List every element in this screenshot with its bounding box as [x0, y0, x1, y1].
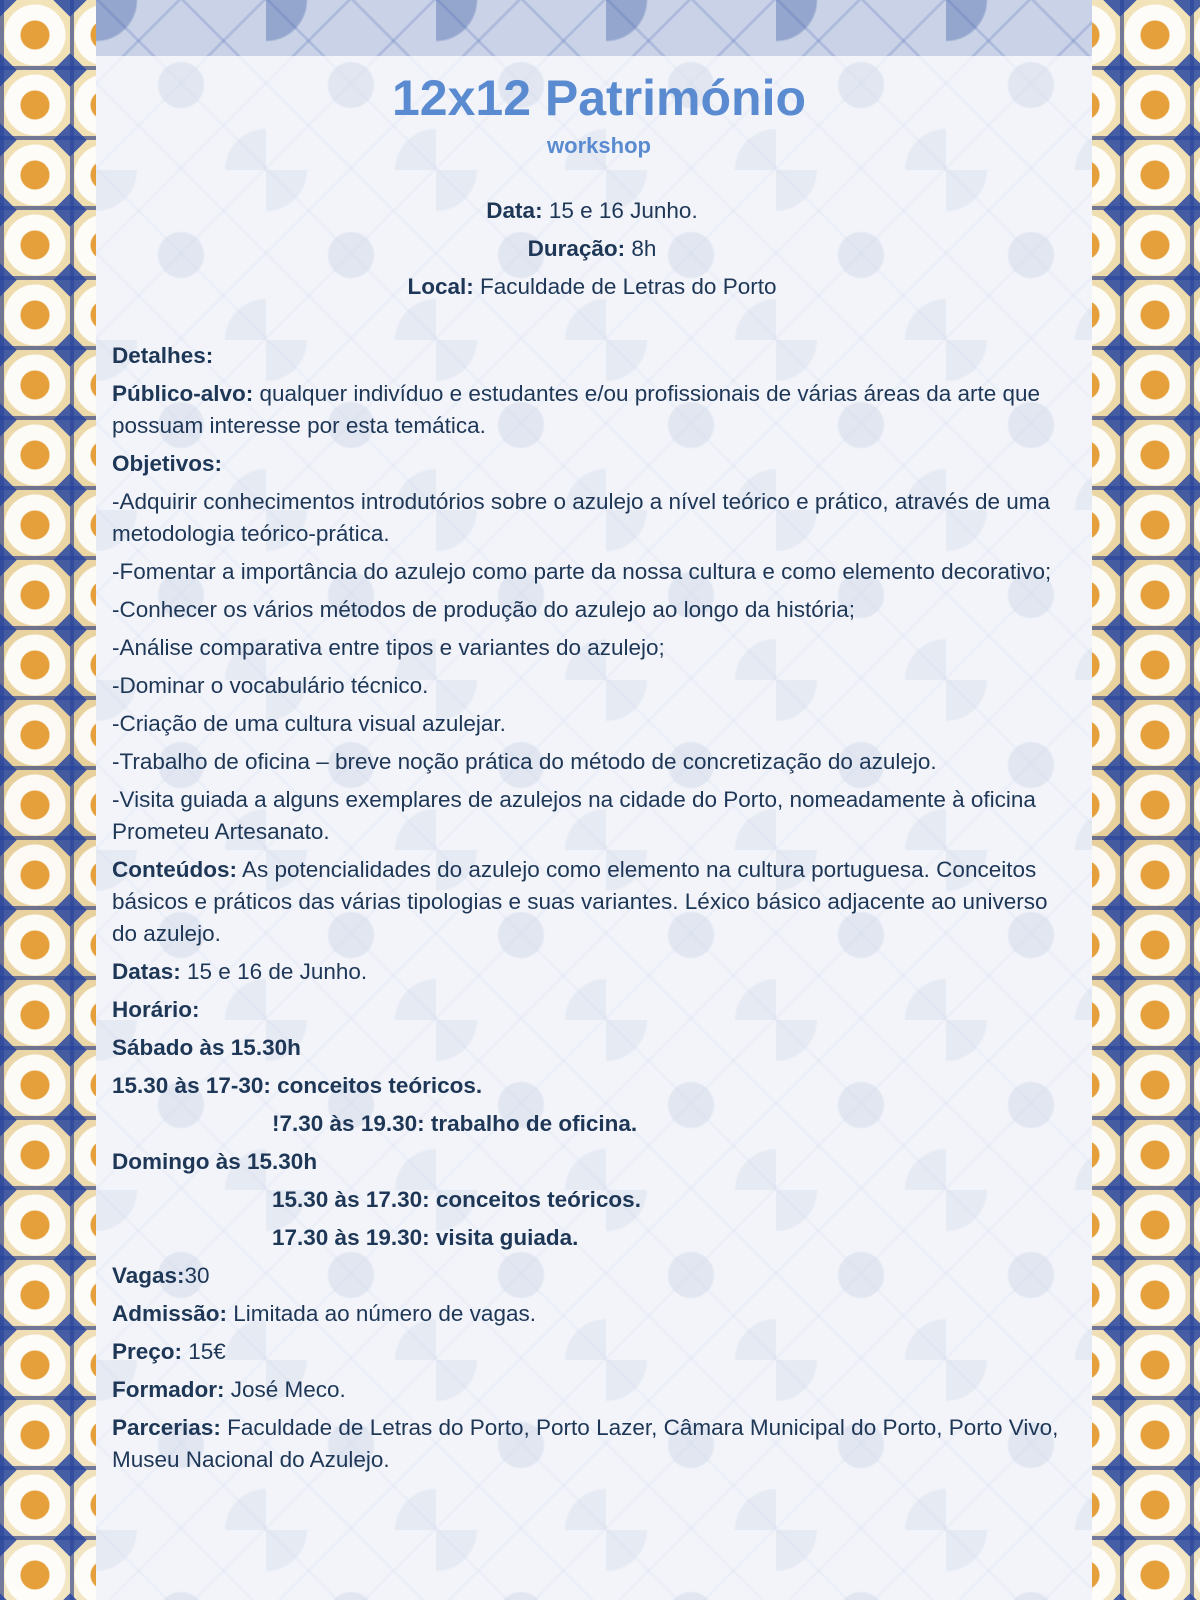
target-audience-text: qualquer indivíduo e estudantes e/ou profissionais de várias áreas da arte que possuam interesse por esta temática. — [112, 381, 1041, 438]
summary-date-label: Data: — [486, 198, 543, 223]
page-subtitle: workshop — [547, 133, 651, 158]
trainer-label: Formador: — [112, 1377, 225, 1402]
vacancies-label: Vagas: — [112, 1263, 185, 1288]
schedule-saturday-slot-2: !7.30 às 19.30: trabalho de oficina. — [272, 1111, 638, 1136]
schedule-sunday-slot-2: 17.30 às 19.30: visita guiada. — [272, 1225, 579, 1250]
schedule-saturday: Sábado às 15.30h — [112, 1035, 301, 1060]
objective-item: -Fomentar a importância do azulejo como parte da nossa cultura e como elemento decorativo; — [112, 559, 1052, 584]
partnerships — [112, 1412, 1072, 1476]
summary-location-label: Local: — [407, 274, 474, 299]
dates-label: Datas: — [112, 959, 181, 984]
objective-item: -Criação de uma cultura visual azulejar. — [112, 711, 506, 736]
dates-text: 15 e 16 de Junho. — [180, 959, 368, 984]
price — [112, 1336, 1072, 1368]
price-text: 15€ — [182, 1339, 226, 1364]
admission — [112, 1298, 1072, 1330]
details-heading: Detalhes: — [112, 343, 214, 368]
summary-location-value: Faculdade de Letras do Porto — [473, 274, 777, 299]
trainer — [112, 1374, 1072, 1406]
schedule-saturday-slot-1: 15.30 às 17-30: conceitos teóricos. — [112, 1073, 483, 1098]
summary-duration — [112, 230, 1072, 268]
vacancies-text: 30 — [184, 1263, 210, 1288]
schedule-heading: Horário: — [112, 997, 200, 1022]
contents-label: Conteúdos: — [112, 857, 237, 882]
target-audience — [112, 378, 1072, 442]
objective-item: -Trabalho de oficina – breve noção prática do método de concretização do azulejo. — [112, 749, 937, 774]
objective-item: -Conhecer os vários métodos de produção do azulejo ao longo da história; — [112, 597, 855, 622]
target-audience-label: Público-alvo: — [112, 381, 254, 406]
summary-duration-value: 8h — [625, 236, 657, 261]
objective-item: -Adquirir conhecimentos introdutórios sobre o azulejo a nível teórico e prático, através de uma metodologia teórico-prática. — [112, 489, 1050, 546]
trainer-text: José Meco. — [224, 1377, 346, 1402]
contents-text: As potencialidades do azulejo como elemento na cultura portuguesa. Conceitos básicos e práticos das várias tipologias e suas variantes. Léxico básico adjacente ao universo do azulejo. — [112, 857, 1048, 946]
objectives-heading: Objetivos: — [112, 451, 223, 476]
summary-date — [112, 192, 1072, 230]
page-title: 12x12 Património — [391, 70, 807, 126]
summary-date-value: 15 e 16 Junho. — [542, 198, 698, 223]
summary-location — [112, 268, 1072, 306]
schedule-sunday: Domingo às 15.30h — [112, 1149, 318, 1174]
objective-item: -Visita guiada a alguns exemplares de azulejos na cidade do Porto, nomeadamente à oficina Prometeu Artesanato. — [112, 787, 1036, 844]
admission-label: Admissão: — [112, 1301, 228, 1326]
contents — [112, 854, 1072, 950]
schedule-sunday-slot-1: 15.30 às 17.30: conceitos teóricos. — [272, 1187, 641, 1212]
partnerships-text: Faculdade de Letras do Porto, Porto Lazer, Câmara Municipal do Porto, Porto Vivo, Museu Nacional do Azulejo. — [112, 1415, 1059, 1472]
workshop-flyer — [112, 68, 1072, 1482]
objective-item: -Dominar o vocabulário técnico. — [112, 673, 429, 698]
partnerships-label: Parcerias: — [112, 1415, 221, 1440]
dates — [112, 956, 1072, 988]
price-label: Preço: — [112, 1339, 183, 1364]
vacancies — [112, 1260, 1072, 1292]
objective-item: -Análise comparativa entre tipos e variantes do azulejo; — [112, 635, 665, 660]
admission-text: Limitada ao número de vagas. — [227, 1301, 536, 1326]
summary-duration-label: Duração: — [527, 236, 626, 261]
